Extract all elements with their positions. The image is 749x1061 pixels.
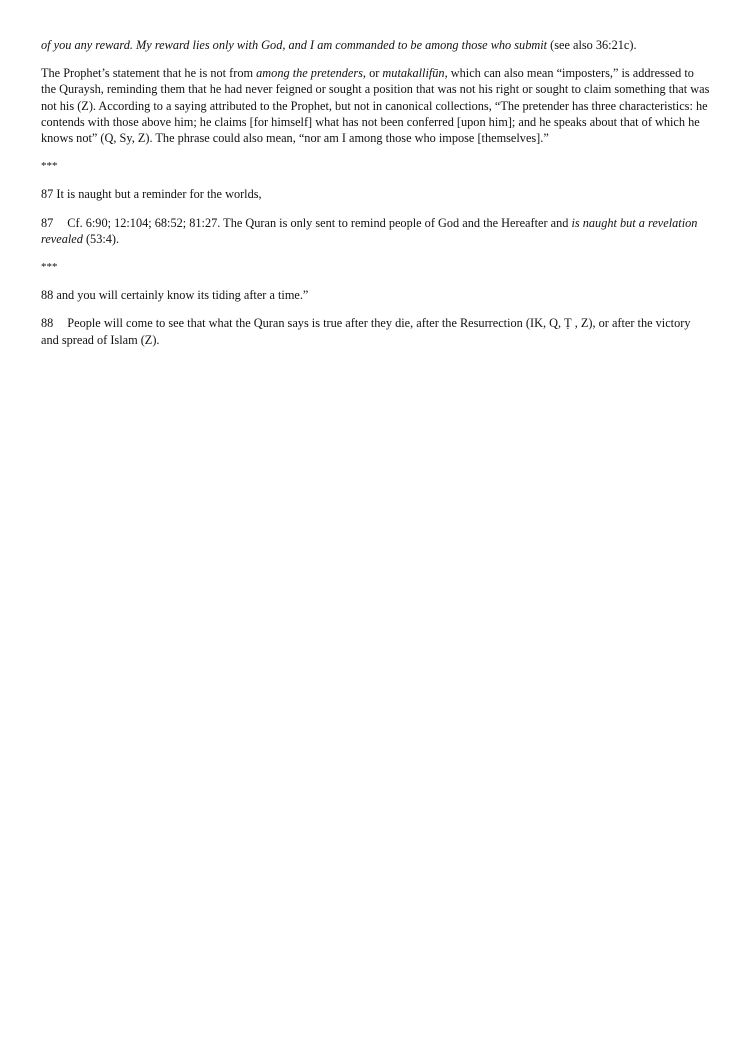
verse-87: 87 It is naught but a reminder for the worlds, [41,187,262,202]
text-run: (53:4). [82,231,120,246]
commentary-number: 87 [41,215,54,230]
text-run: The Prophet’s statement that he is not from [41,66,257,81]
italic-term: mutakallifūn, [382,66,448,81]
text-run: (see also 36:21c). [547,38,637,52]
commentary-paragraph [41,65,711,146]
italic-quote: of you any reward. My reward lies only with God, and I am commanded to be among those who submit [41,38,548,52]
text-run: Cf. 6:90; 12:104; 68:52; 81:27. The Quran is only sent to remind people of God and the Hereafter and [67,215,572,230]
section-separator: *** [41,261,58,274]
commentary-88 [41,315,711,347]
section-separator: *** [41,160,58,173]
text-run: or [366,66,383,81]
italic-term: among the pretenders, [256,66,367,81]
page-content [41,37,711,360]
text-run: People will come to see that what the Quran says is true after they die, after the Resurrection (IK, Q, Ṭ , Z), or after the victory and spread of Islam (Z). [41,316,691,347]
commentary-continuation [41,37,711,53]
text-run: which can also mean “imposters,” is addressed to the Quraysh, reminding them that he had never feigned or sought a position that was not his right or sought to claim something that was not his (Z). According to a saying attributed to the Prophet, but not in canonical collections, “The pretender has three characteristics: he contends with those above him; he claims [for himself] what has not been conferred [upon him]; and he speaks about that of which he knows not” (Q, Sy, Z). The phrase could also mean, “nor am I among those who impose [themselves].” [41,66,710,146]
italic-quote: is naught but a revelation revealed [41,215,698,246]
verse-88: 88 and you will certainly know its tiding after a time.” [41,288,309,303]
commentary-number: 88 [41,316,54,331]
commentary-87 [41,215,711,247]
